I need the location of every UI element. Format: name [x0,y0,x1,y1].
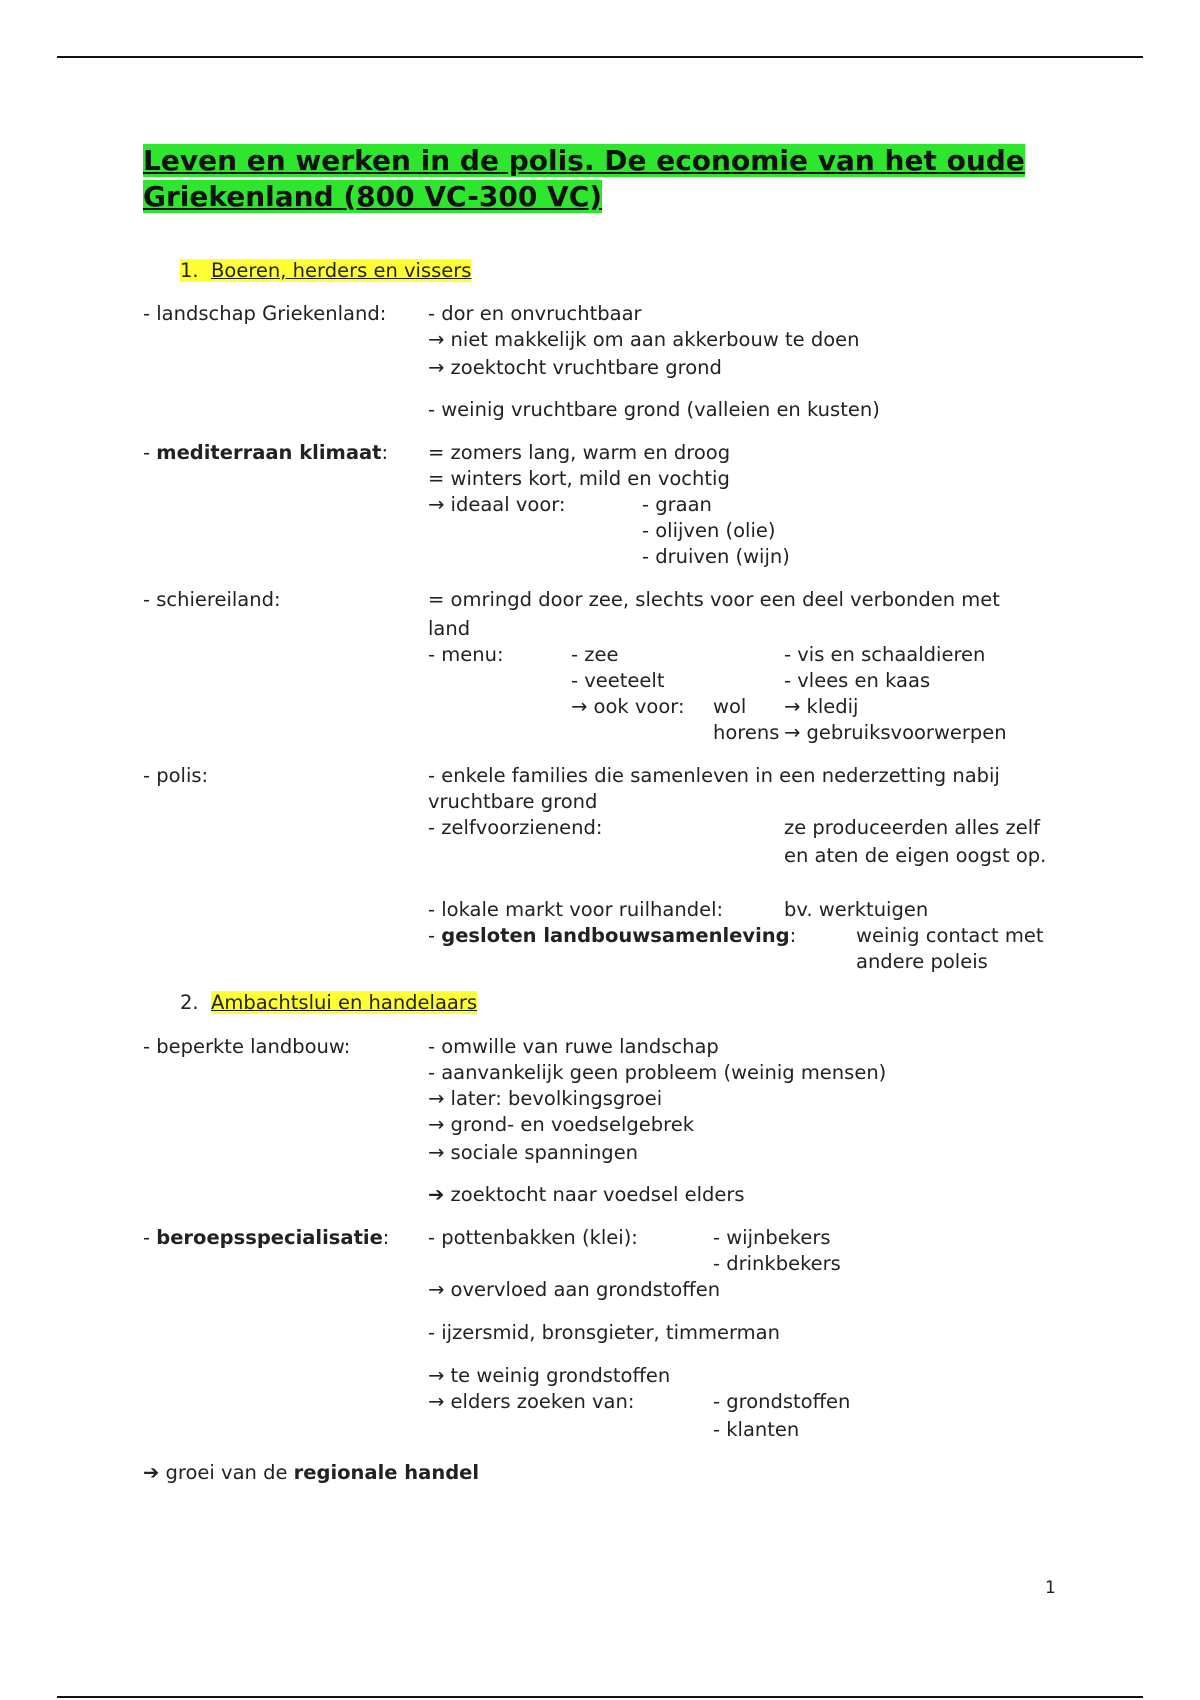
menu-result: - vlees en kaas [784,669,931,692]
page-number: 1 [1045,1578,1056,1598]
beroep-item: - grondstoffen [713,1390,851,1413]
schiereiland-line: land [428,617,471,640]
menu-item: - veeteelt [571,669,665,692]
markt-desc: bv. werktuigen [784,898,929,921]
beroep-line: → te weinig grondstoffen [428,1364,671,1387]
page-title: Leven en werken in de polis. De economie van het oude Griekenland (800 VC-300 VC) [143,144,1025,213]
klimaat-line: = winters kort, mild en vochtig [428,467,730,490]
beroep-line: → elders zoeken van: [428,1390,635,1413]
zelfvoorzienend-label: - zelfvoorzienend: [428,816,603,839]
polis-line: vruchtbare grond [428,790,598,813]
conclusion: ➔ groei van de regionale handel [143,1461,480,1484]
klimaat-item: - druiven (wijn) [642,545,790,568]
schiereiland-line: = omringd door zee, slechts voor een deel verbonden met [428,588,1000,611]
menu-item: horens [713,721,780,744]
gesloten-label: - gesloten landbouwsamenleving: [428,924,797,947]
menu-item: → ook voor: [571,695,685,718]
klimaat-item: - olijven (olie) [642,519,776,542]
beroep-item: - klanten [713,1418,800,1441]
menu-label: - menu: [428,643,504,666]
beroep-line: - ijzersmid, bronsgieter, timmerman [428,1321,780,1344]
zelfvoorzienend-desc: ze produceerden alles zelf [784,816,1041,839]
landbouw-line: → sociale spanningen [428,1141,639,1164]
beroep-line: - pottenbakken (klei): [428,1226,638,1249]
menu-result: - vis en schaaldieren [784,643,986,666]
menu-result: → kledij [784,695,859,718]
beroep-label: - beroepsspecialisatie: [143,1226,390,1249]
menu-item: wol [713,695,747,718]
landbouw-line: - aanvankelijk geen probleem (weinig mensen) [428,1061,887,1084]
beroep-item: - drinkbekers [713,1252,841,1275]
klimaat-item: - graan [642,493,712,516]
polis-label: - polis: [143,764,209,787]
klimaat-line: → ideaal voor: [428,493,566,516]
beroep-item: - wijnbekers [713,1226,831,1249]
section-1-heading: 1. Boeren, herders en vissers [180,259,472,282]
landschap-line: - dor en onvruchtbaar [428,302,642,325]
landschap-line: - weinig vruchtbare grond (valleien en kusten) [428,398,880,421]
section-2-heading: 2. Ambachtslui en handelaars [180,991,478,1014]
schiereiland-label: - schiereiland: [143,588,281,611]
polis-line: - enkele families die samenleven in een nederzetting nabij [428,764,1000,787]
menu-item: - zee [571,643,619,666]
zelfvoorzienend-desc: en aten de eigen oogst op. [784,844,1047,867]
markt-label: - lokale markt voor ruilhandel: [428,898,724,921]
gesloten-desc: andere poleis [856,950,988,973]
top-rule [57,56,1143,58]
landbouw-line: ➔ zoektocht naar voedsel elders [428,1183,745,1206]
landbouw-line: → later: bevolkingsgroei [428,1087,663,1110]
klimaat-line: = zomers lang, warm en droog [428,441,731,464]
menu-result: → gebruiksvoorwerpen [784,721,1007,744]
beroep-line: → overvloed aan grondstoffen [428,1278,721,1301]
landbouw-line: - omwille van ruwe landschap [428,1035,719,1058]
gesloten-desc: weinig contact met [856,924,1044,947]
landbouw-line: → grond- en voedselgebrek [428,1113,695,1136]
bottom-rule [57,1696,1143,1698]
landbouw-label: - beperkte landbouw: [143,1035,351,1058]
klimaat-label: - mediterraan klimaat: [143,441,389,464]
landschap-label: - landschap Griekenland: [143,302,387,325]
landschap-line: → zoektocht vruchtbare grond [428,356,722,379]
landschap-line: → niet makkelijk om aan akkerbouw te doen [428,328,860,351]
